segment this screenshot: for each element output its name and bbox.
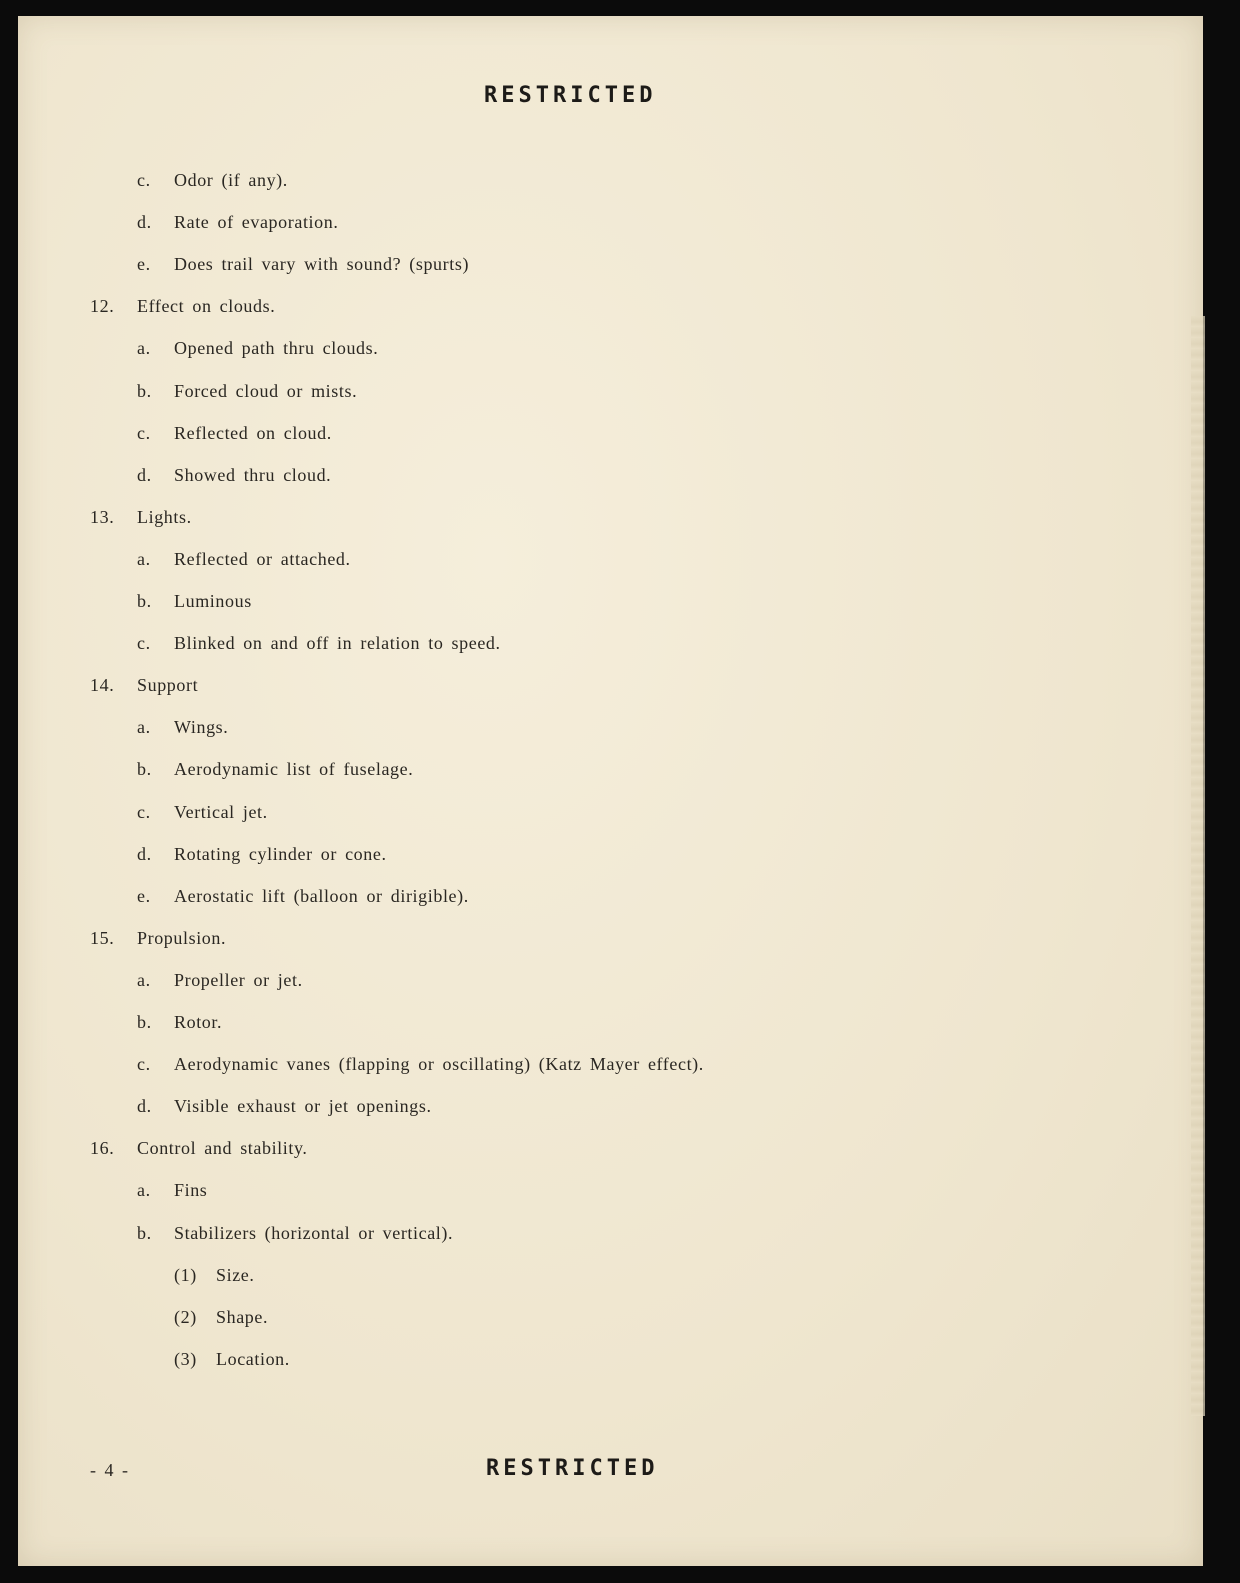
item-text: Propulsion. (137, 927, 227, 948)
item-label: (1) (174, 1264, 197, 1285)
page-number: - 4 - (90, 1460, 130, 1480)
item-text: Wings. (174, 717, 229, 738)
item-label: 16. (90, 1138, 115, 1159)
item-text: Location. (216, 1348, 290, 1369)
item-label: 13. (90, 506, 115, 527)
item-label: b. (137, 591, 152, 611)
item-text: Rotating cylinder or cone. (174, 843, 387, 864)
item-text: Fins (174, 1180, 208, 1201)
item-label: (3) (174, 1348, 197, 1369)
item-text: Aerostatic lift (balloon or dirigible). (174, 885, 469, 906)
item-text: Does trail vary with sound? (spurts) (174, 254, 470, 275)
item-label: d. (137, 464, 152, 485)
header-classification: RESTRICTED (484, 83, 657, 108)
item-label: a. (137, 338, 151, 359)
item-text: Luminous (174, 591, 252, 611)
item-text: Rotor. (174, 1012, 223, 1032)
item-text: Lights. (137, 506, 192, 527)
item-label: a. (137, 717, 151, 738)
item-text: Stabilizers (horizontal or vertical). (174, 1222, 454, 1243)
item-label: b. (137, 759, 152, 780)
item-label: 14. (90, 675, 115, 696)
item-text: Rate of evaporation. (174, 212, 339, 233)
item-label: b. (137, 1222, 152, 1243)
item-text: Forced cloud or mists. (174, 380, 358, 401)
item-label: 15. (90, 927, 115, 948)
footer-classification: RESTRICTED (486, 1456, 659, 1481)
item-text: Size. (216, 1264, 255, 1285)
item-label: d. (137, 843, 152, 864)
item-label: a. (137, 1180, 151, 1201)
item-label: c. (137, 170, 151, 190)
item-label: c. (137, 422, 151, 443)
item-label: e. (137, 254, 151, 275)
item-label: a. (137, 969, 151, 990)
item-text: Shape. (216, 1306, 269, 1327)
item-text: Control and stability. (137, 1138, 308, 1159)
item-label: e. (137, 885, 151, 906)
item-text: Effect on clouds. (137, 296, 276, 317)
item-text: Opened path thru clouds. (174, 338, 379, 359)
item-text: Support (137, 675, 199, 696)
item-label: b. (137, 1012, 152, 1032)
item-label: 12. (90, 296, 115, 317)
item-text: Reflected on cloud. (174, 422, 332, 443)
item-label: c. (137, 1054, 151, 1075)
item-label: a. (137, 548, 151, 569)
item-text: Reflected or attached. (174, 548, 351, 569)
item-text: Propeller or jet. (174, 969, 303, 990)
torn-page-edge (1191, 316, 1205, 1416)
item-text: Aerodynamic vanes (flapping or oscillating) (Katz Mayer effect). (174, 1054, 704, 1075)
item-text: Aerodynamic list of fuselage. (174, 759, 414, 780)
item-label: d. (137, 1096, 152, 1117)
item-label: c. (137, 633, 151, 654)
item-label: b. (137, 380, 152, 401)
item-text: Visible exhaust or jet openings. (174, 1096, 432, 1117)
document-page (18, 16, 1203, 1566)
item-text: Showed thru cloud. (174, 464, 332, 485)
item-label: c. (137, 801, 151, 822)
item-label: (2) (174, 1306, 197, 1327)
item-label: d. (137, 212, 152, 233)
item-text: Blinked on and off in relation to speed. (174, 633, 501, 654)
item-text: Odor (if any). (174, 170, 288, 190)
item-text: Vertical jet. (174, 801, 268, 822)
